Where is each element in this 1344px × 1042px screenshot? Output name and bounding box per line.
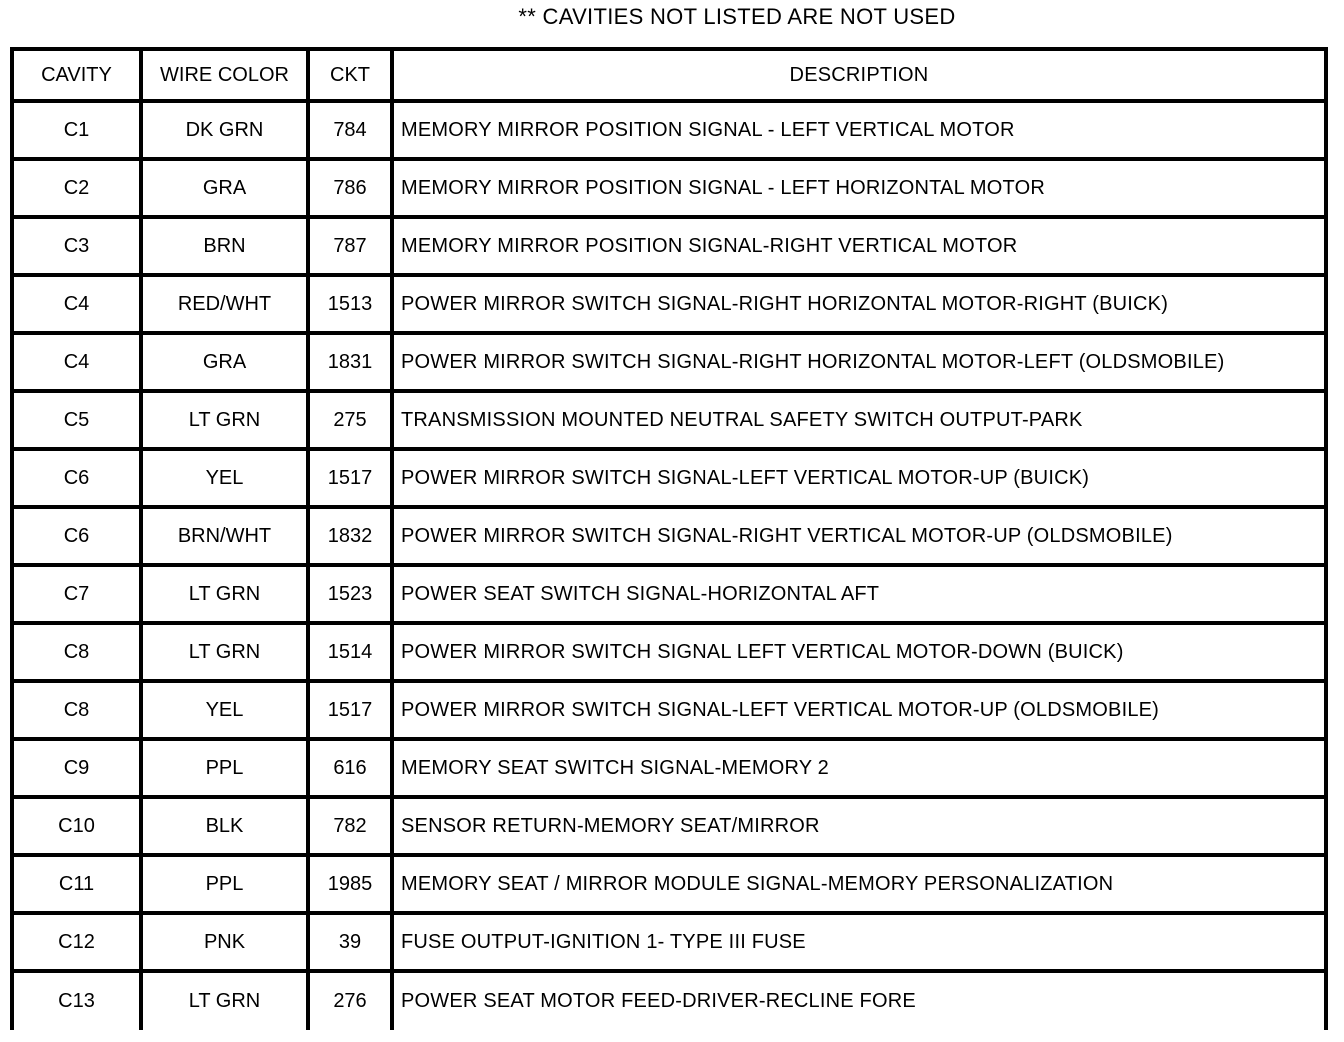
wire-color-cell: BLK bbox=[143, 799, 310, 853]
wire-color-cell: LT GRN bbox=[143, 973, 310, 1030]
ckt-cell: 1517 bbox=[310, 683, 394, 737]
ckt-cell: 1523 bbox=[310, 567, 394, 621]
wire-color-cell: GRA bbox=[143, 335, 310, 389]
wire-color-cell: BRN/WHT bbox=[143, 509, 310, 563]
cavity-cell: C13 bbox=[14, 973, 143, 1030]
table-row bbox=[14, 799, 1324, 857]
table-row bbox=[14, 219, 1324, 277]
cavity-cell: C11 bbox=[14, 857, 143, 911]
wire-color-cell: PPL bbox=[143, 857, 310, 911]
wire-color-cell: PPL bbox=[143, 741, 310, 795]
table-row bbox=[14, 335, 1324, 393]
description-cell: POWER MIRROR SWITCH SIGNAL-RIGHT VERTICAL MOTOR-UP (OLDSMOBILE) bbox=[401, 524, 1173, 547]
table-row bbox=[14, 567, 1324, 625]
description-cell: POWER MIRROR SWITCH SIGNAL-RIGHT HORIZONTAL MOTOR-RIGHT (BUICK) bbox=[401, 292, 1169, 315]
description-cell: POWER MIRROR SWITCH SIGNAL-LEFT VERTICAL MOTOR-UP (OLDSMOBILE) bbox=[401, 698, 1160, 721]
ckt-cell: 39 bbox=[310, 915, 394, 969]
cavity-cell: C1 bbox=[14, 103, 143, 157]
table-row bbox=[14, 741, 1324, 799]
wire-color-cell: DK GRN bbox=[143, 103, 310, 157]
description-cell: MEMORY SEAT / MIRROR MODULE SIGNAL-MEMORY PERSONALIZATION bbox=[401, 872, 1114, 895]
ckt-cell: 782 bbox=[310, 799, 394, 853]
description-cell: MEMORY MIRROR POSITION SIGNAL - LEFT HORIZONTAL MOTOR bbox=[401, 176, 1045, 199]
ckt-cell: 1831 bbox=[310, 335, 394, 389]
description-cell: POWER MIRROR SWITCH SIGNAL-LEFT VERTICAL MOTOR-UP (BUICK) bbox=[401, 466, 1090, 489]
description-cell: POWER SEAT MOTOR FEED-DRIVER-RECLINE FORE bbox=[401, 990, 916, 1012]
description-cell: TRANSMISSION MOUNTED NEUTRAL SAFETY SWITCH OUTPUT-PARK bbox=[401, 408, 1083, 431]
ckt-cell: 1832 bbox=[310, 509, 394, 563]
cavity-cell: C8 bbox=[14, 683, 143, 737]
description-cell: SENSOR RETURN-MEMORY SEAT/MIRROR bbox=[401, 814, 820, 837]
table-row bbox=[14, 161, 1324, 219]
ckt-cell: 1985 bbox=[310, 857, 394, 911]
wire-color-cell: YEL bbox=[143, 451, 310, 505]
wire-color-cell: LT GRN bbox=[143, 567, 310, 621]
cavity-cell: C7 bbox=[14, 567, 143, 621]
cavity-cell: C9 bbox=[14, 741, 143, 795]
connector-cavity-table bbox=[10, 47, 1328, 1030]
table-row bbox=[14, 683, 1324, 741]
cavity-cell: C6 bbox=[14, 509, 143, 563]
cavity-cell: C5 bbox=[14, 393, 143, 447]
cavity-cell: C2 bbox=[14, 161, 143, 215]
header-cavity: CAVITY bbox=[14, 51, 143, 99]
ckt-cell: 276 bbox=[310, 973, 394, 1030]
wire-color-cell: PNK bbox=[143, 915, 310, 969]
table-row bbox=[14, 393, 1324, 451]
wire-color-cell: YEL bbox=[143, 683, 310, 737]
ckt-cell: 784 bbox=[310, 103, 394, 157]
cavity-cell: C4 bbox=[14, 335, 143, 389]
description-cell: POWER MIRROR SWITCH SIGNAL-RIGHT HORIZONTAL MOTOR-LEFT (OLDSMOBILE) bbox=[401, 350, 1225, 373]
table-header-row bbox=[14, 51, 1324, 103]
wire-color-cell: RED/WHT bbox=[143, 277, 310, 331]
header-description: DESCRIPTION bbox=[789, 63, 929, 86]
cavity-cell: C4 bbox=[14, 277, 143, 331]
table-row bbox=[14, 451, 1324, 509]
wire-color-cell: BRN bbox=[143, 219, 310, 273]
wire-color-cell: LT GRN bbox=[143, 625, 310, 679]
description-cell: MEMORY SEAT SWITCH SIGNAL-MEMORY 2 bbox=[401, 756, 829, 779]
description-cell: MEMORY MIRROR POSITION SIGNAL-RIGHT VERTICAL MOTOR bbox=[401, 234, 1018, 257]
ckt-cell: 616 bbox=[310, 741, 394, 795]
cavity-cell: C12 bbox=[14, 915, 143, 969]
table-row bbox=[14, 915, 1324, 973]
ckt-cell: 787 bbox=[310, 219, 394, 273]
table-row bbox=[14, 973, 1324, 1030]
cavity-cell: C8 bbox=[14, 625, 143, 679]
cavity-cell: C6 bbox=[14, 451, 143, 505]
description-cell: POWER MIRROR SWITCH SIGNAL LEFT VERTICAL MOTOR-DOWN (BUICK) bbox=[401, 640, 1124, 663]
ckt-cell: 1517 bbox=[310, 451, 394, 505]
description-cell: MEMORY MIRROR POSITION SIGNAL - LEFT VERTICAL MOTOR bbox=[401, 118, 1015, 141]
ckt-cell: 786 bbox=[310, 161, 394, 215]
description-cell: FUSE OUTPUT-IGNITION 1- TYPE III FUSE bbox=[401, 930, 806, 953]
wire-color-cell: GRA bbox=[143, 161, 310, 215]
table-note: ** CAVITIES NOT LISTED ARE NOT USED bbox=[518, 4, 956, 29]
wire-color-cell: LT GRN bbox=[143, 393, 310, 447]
description-cell: POWER SEAT SWITCH SIGNAL-HORIZONTAL AFT bbox=[401, 582, 880, 605]
header-wire-color: WIRE COLOR bbox=[143, 51, 310, 99]
cavity-cell: C10 bbox=[14, 799, 143, 853]
header-ckt: CKT bbox=[310, 51, 394, 99]
table-row bbox=[14, 103, 1324, 161]
table-row bbox=[14, 509, 1324, 567]
ckt-cell: 1513 bbox=[310, 277, 394, 331]
table-row bbox=[14, 625, 1324, 683]
table-row bbox=[14, 277, 1324, 335]
table-row bbox=[14, 857, 1324, 915]
ckt-cell: 275 bbox=[310, 393, 394, 447]
cavity-cell: C3 bbox=[14, 219, 143, 273]
ckt-cell: 1514 bbox=[310, 625, 394, 679]
